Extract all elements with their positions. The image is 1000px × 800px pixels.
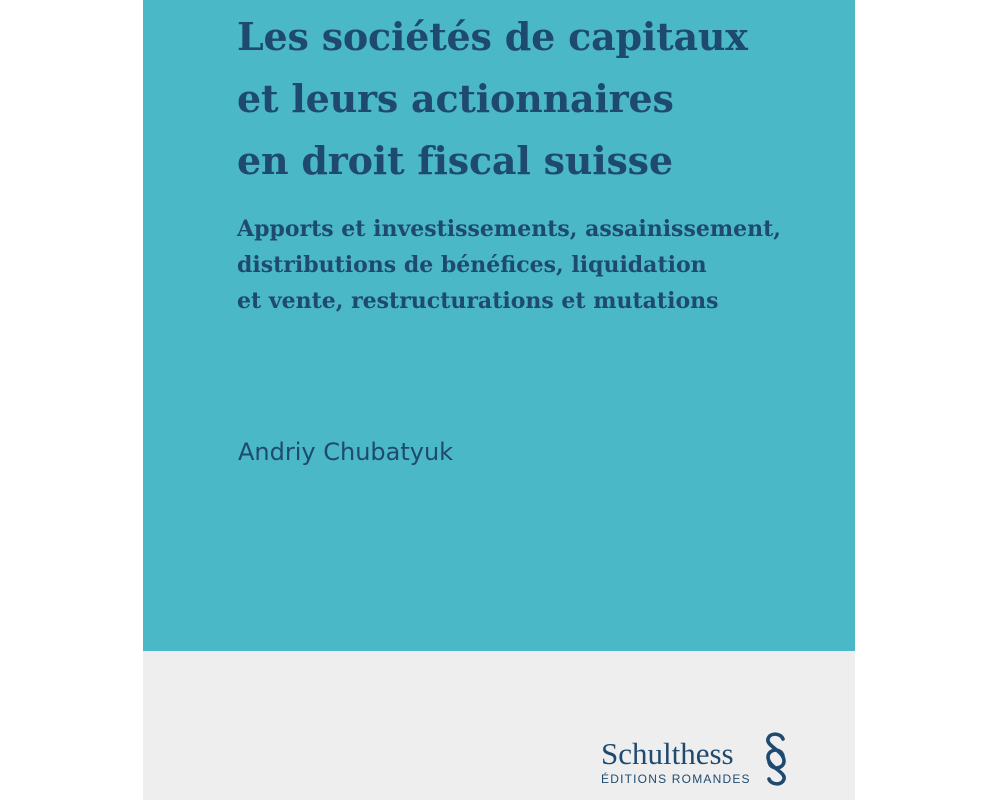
title-line-2: et leurs actionnaires: [237, 76, 674, 121]
book-cover: [143, 0, 855, 800]
section-sign-icon: [761, 729, 791, 789]
book-subtitle: [237, 211, 781, 319]
title-line-1: Les sociétés de capitaux: [237, 14, 748, 59]
book-title: [237, 6, 748, 192]
subtitle-line-1: Apports et investissements, assainissement,: [237, 216, 781, 242]
cover-color-panel: [143, 0, 855, 651]
publisher-name: Schulthess: [601, 736, 734, 771]
title-line-3: en droit fiscal suisse: [237, 138, 673, 183]
subtitle-line-3: et vente, restructurations et mutations: [237, 288, 719, 314]
subtitle-line-2: distributions de bénéfices, liquidation: [237, 252, 707, 278]
publisher-imprint: ÉDITIONS ROMANDES: [601, 772, 751, 786]
book-author: Andriy Chubatyuk: [238, 438, 454, 466]
